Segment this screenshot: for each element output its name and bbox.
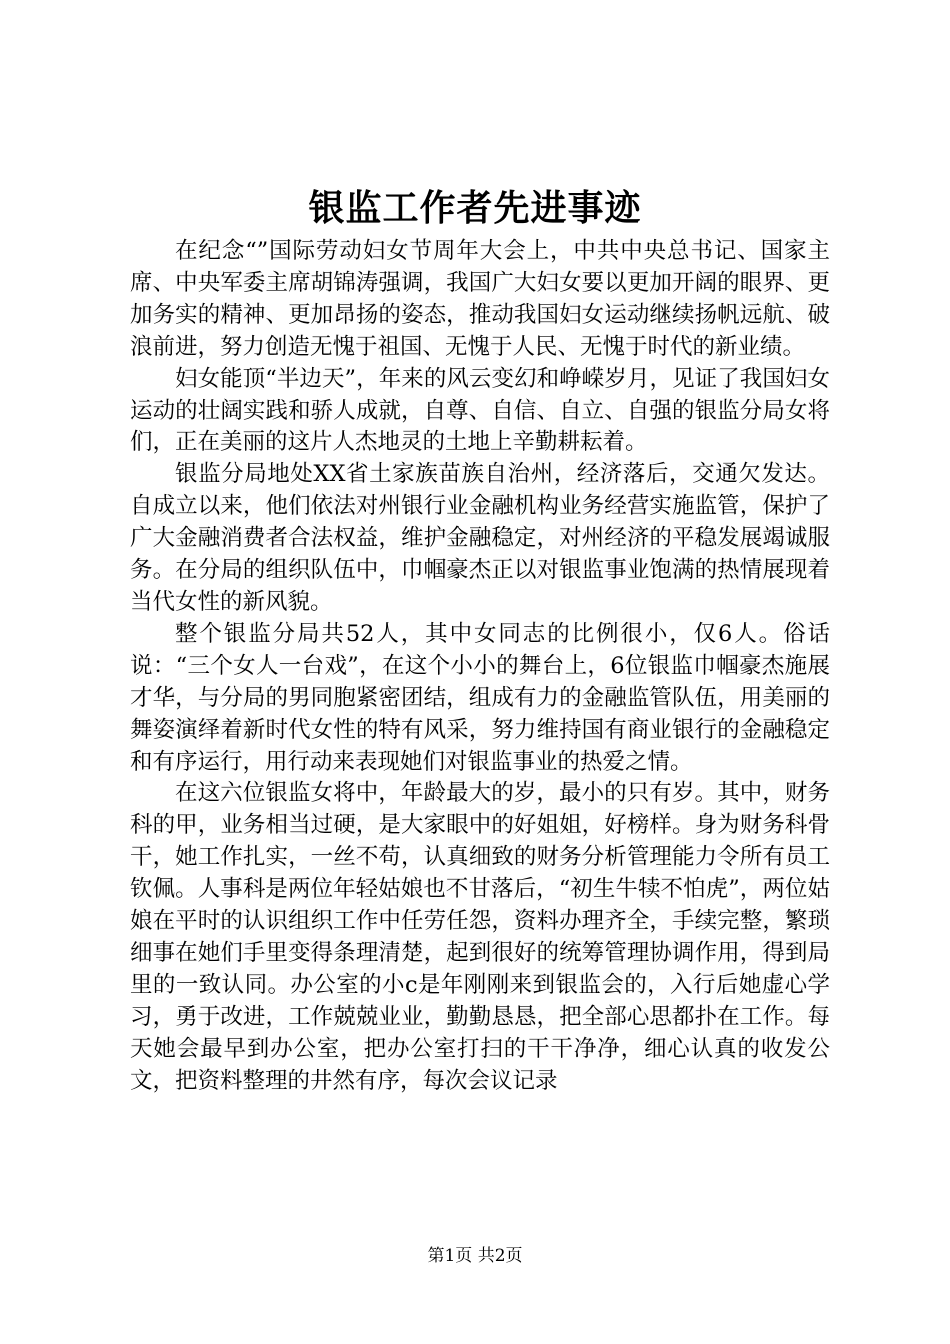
page-number-footer: 第1页 共2页 [427,1246,523,1266]
paragraph-3: 银监分局地处XX省土家族苗族自治州，经济落后，交通欠发达。自成立以来，他们依法对州银行业金融机构业务经营实施监管，保护了广大金融消费者合法权益，维护金融稳定，对州经济的平稳发展竭诚服务。在分局的组织队伍中，巾帼豪杰正以对银监事业饱满的热情展现着当代女性的新风貌。 [130,461,830,615]
paragraph-1: 在纪念“”国际劳动妇女节周年大会上，中共中央总书记、国家主席、中央军委主席胡锦涛强调，我国广大妇女要以更加开阔的眼界、更加务实的精神、更加昂扬的姿态，推动我国妇女运动继续扬帆远航、破浪前进，努力创造无愧于祖国、无愧于人民、无愧于时代的新业绩。 [130,238,830,360]
paragraph-4: 整个银监分局共52人，其中女同志的比例很小，仅6人。俗话说：“三个女人一台戏”，在这个小小的舞台上，6位银监巾帼豪杰施展才华，与分局的男同胞紧密团结，组成有力的金融监管队伍，用美丽的舞姿演绎着新时代女性的特有风采，努力维持国有商业银行的金融稳定和有序运行，用行动来表现她们对银监事业的热爱之情。 [130,620,830,775]
paragraph-5: 在这六位银监女将中，年龄最大的岁，最小的只有岁。其中，财务科的甲，业务相当过硬，是大家眼中的好姐姐，好榜样。身为财务科骨干，她工作扎实，一丝不苟，认真细致的财务分析管理能力令所有员工钦佩。人事科是两位年轻姑娘也不甘落后，“初生牛犊不怕虎”，两位姑娘在平时的认识组织工作中任劳任怨，资料办理齐全，手续完整，繁琐细事在她们手里变得条理清楚，起到很好的统筹管理协调作用，得到局里的一致认同。办公室的小c是年刚刚来到银监会的，入行后她虚心学习，勇于改进，工作兢兢业业，勤勤恳恳，把全部心思都扑在工作。每天她会最早到办公室，把办公室打扫的干干净净，细心认真的收发公文，把资料整理的井然有序，每次会议记录 [130,780,830,1094]
document-title: 银监工作者先进事迹 [308,187,642,229]
document-body [130,236,830,1186]
paragraph-2: 妇女能顶“半边天”，年来的风云变幻和峥嵘岁月，见证了我国妇女运动的壮阔实践和骄人成就，自尊、自信、自立、自强的银监分局女将们，正在美丽的这片人杰地灵的土地上辛勤耕耘着。 [130,365,830,456]
